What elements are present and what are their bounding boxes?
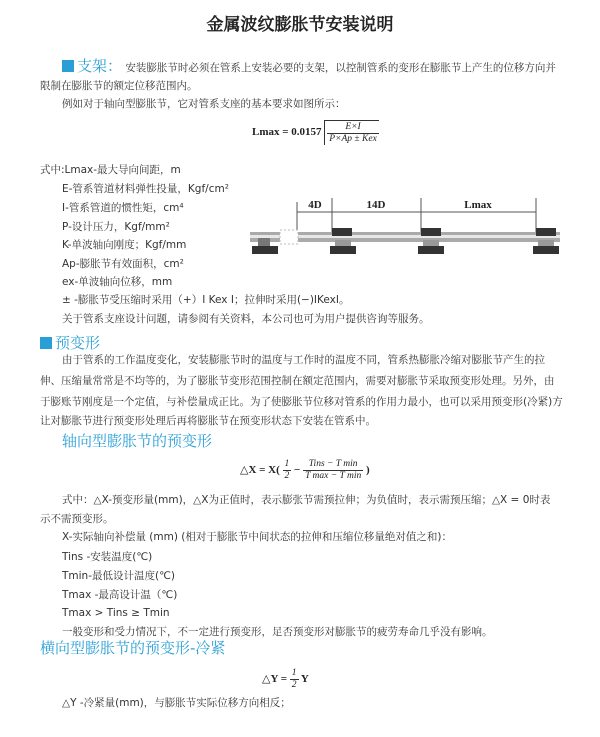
bellows: [280, 230, 298, 244]
support-intro-line1: [62, 57, 556, 75]
sqrt-symbol: [324, 120, 379, 145]
label-14d: 14D: [366, 199, 386, 211]
page-title: 金属波纹膨胀节安装说明: [206, 15, 394, 35]
denominator: 2: [284, 470, 290, 481]
lateral-heading: 横向型膨胀节的预变形-冷紧: [40, 639, 226, 657]
half-fraction: [283, 459, 292, 482]
formula-lhs: △Y =: [262, 673, 288, 685]
definition: I-管系管道的惯性矩，cm⁴: [62, 202, 184, 214]
support-heading-text: 支架：: [77, 57, 123, 75]
definition: K-单波轴向刚度；Kgf/mm: [62, 239, 187, 251]
definition: ex-单波轴向位移，mm: [62, 276, 173, 288]
close-paren: ): [366, 464, 370, 476]
denominator: 2: [291, 679, 297, 690]
axial-line: 示不需预变形。: [40, 513, 114, 525]
minus-sign: −: [294, 464, 301, 476]
support-heading: [62, 57, 122, 75]
lateral-formula: [262, 667, 309, 691]
numerator: 1: [291, 667, 297, 678]
square-bullet-icon: [40, 337, 52, 349]
axial-line: 式中：△X-预变形量(mm)，△X为正值时，表示膨张节需预拉伸；为负值时，表示需预压缩；△X = 0时表: [62, 494, 551, 506]
label-lmax: Lmax: [464, 199, 492, 211]
definition: P-设计压力，Kgf/mm²: [62, 221, 170, 233]
numerator: Tins − T min: [303, 459, 363, 471]
paragraph-line: 伸、压缩量常常是不均等的，为了膨胀节变形范围控制在额定范围内，需要对膨胀节采取预变形处理。另外，由: [40, 375, 555, 387]
paragraph-line: 于膨账节刚度是一个定值，与补偿量成正比。为了使膨胀节位移对管系的作用力最小，也可以采用预变形(冷紧)方: [40, 396, 563, 408]
label-4d: 4D: [308, 199, 322, 211]
axial-line: Tmin-最低设计温度(℃): [62, 570, 175, 582]
denominator: T max − T min: [305, 470, 362, 481]
support-intro-text: 安装膨胀节时必须在管系上安装必要的支架，以控制管系的变形在膨胀节上产生的位移方向并: [125, 62, 556, 74]
axial-line: Tmax -最高设计温（℃): [62, 589, 178, 601]
axial-line: X-实际轴向补偿量 (mm) (相对于膨胀节中间状态的拉伸和压缩位移量绝对值之和)：: [62, 531, 452, 543]
axial-line: Tmax > Tins ≥ Tmin: [62, 607, 170, 619]
fraction: [327, 122, 379, 145]
denominator: P×Ap ± Kex: [329, 133, 377, 144]
definition: 式中:Lmax-最大导向间距，m: [40, 164, 181, 176]
half-fraction: [290, 668, 299, 691]
axial-heading: 轴向型膨胀节的预变形: [62, 432, 213, 450]
definition: ± -膨胀节受压缩时采用（+）I Kex I；拉伸时采用(−)IKexI。: [62, 294, 350, 306]
definition: E-管系管道材料弹性投量，Kgf/cm²: [62, 183, 229, 195]
axial-line: 一般变形和受力情况下，不一定进行预变形，足否预变形对膨胀节的疲劳寿命几乎没有影响。: [62, 626, 493, 638]
predeform-heading: [40, 334, 100, 352]
formula-lhs: △X = X(: [240, 464, 280, 476]
support-example: 例如对于轴向型膨胀节，它对管系支座的基本要求如图所示：: [62, 98, 346, 110]
lateral-line: △Y -冷紧量(mm)，与膨胀节实际位移方向相反；: [62, 697, 291, 709]
temperature-fraction: [303, 459, 363, 482]
support-spacing-diagram: [240, 190, 590, 260]
definition: Ap-膨胀节有效面积，cm²: [62, 258, 184, 270]
numerator: E×I: [327, 122, 379, 134]
axial-line: Tins -安装温度(℃): [62, 551, 153, 563]
paragraph-line: 由于管系的工作温度变化，安装膨胀节时的温度与工作时的温度不同，管系热膨胀冷缩对膨胀节产生的拉: [62, 354, 545, 366]
paragraph-line: 让对膨胀节进行预变形处理后再将膨胀节在预变形状态下安装在管系中。: [40, 415, 376, 427]
predeform-heading-text: 预变形: [55, 334, 101, 352]
formula-rhs: Y: [300, 673, 309, 685]
square-bullet-icon: [62, 60, 74, 72]
support-intro-line2: 限制在膨胀节的额定位移范围内。: [40, 80, 198, 92]
support-note: 关于管系支座设计问题，请参阅有关资料，本公司也可为用户提供咨询等服务。: [62, 313, 430, 325]
axial-formula: [240, 458, 370, 482]
lmax-formula: [252, 120, 379, 145]
numerator: 1: [284, 458, 290, 469]
formula-lhs: Lmax = 0.0157: [252, 126, 322, 139]
